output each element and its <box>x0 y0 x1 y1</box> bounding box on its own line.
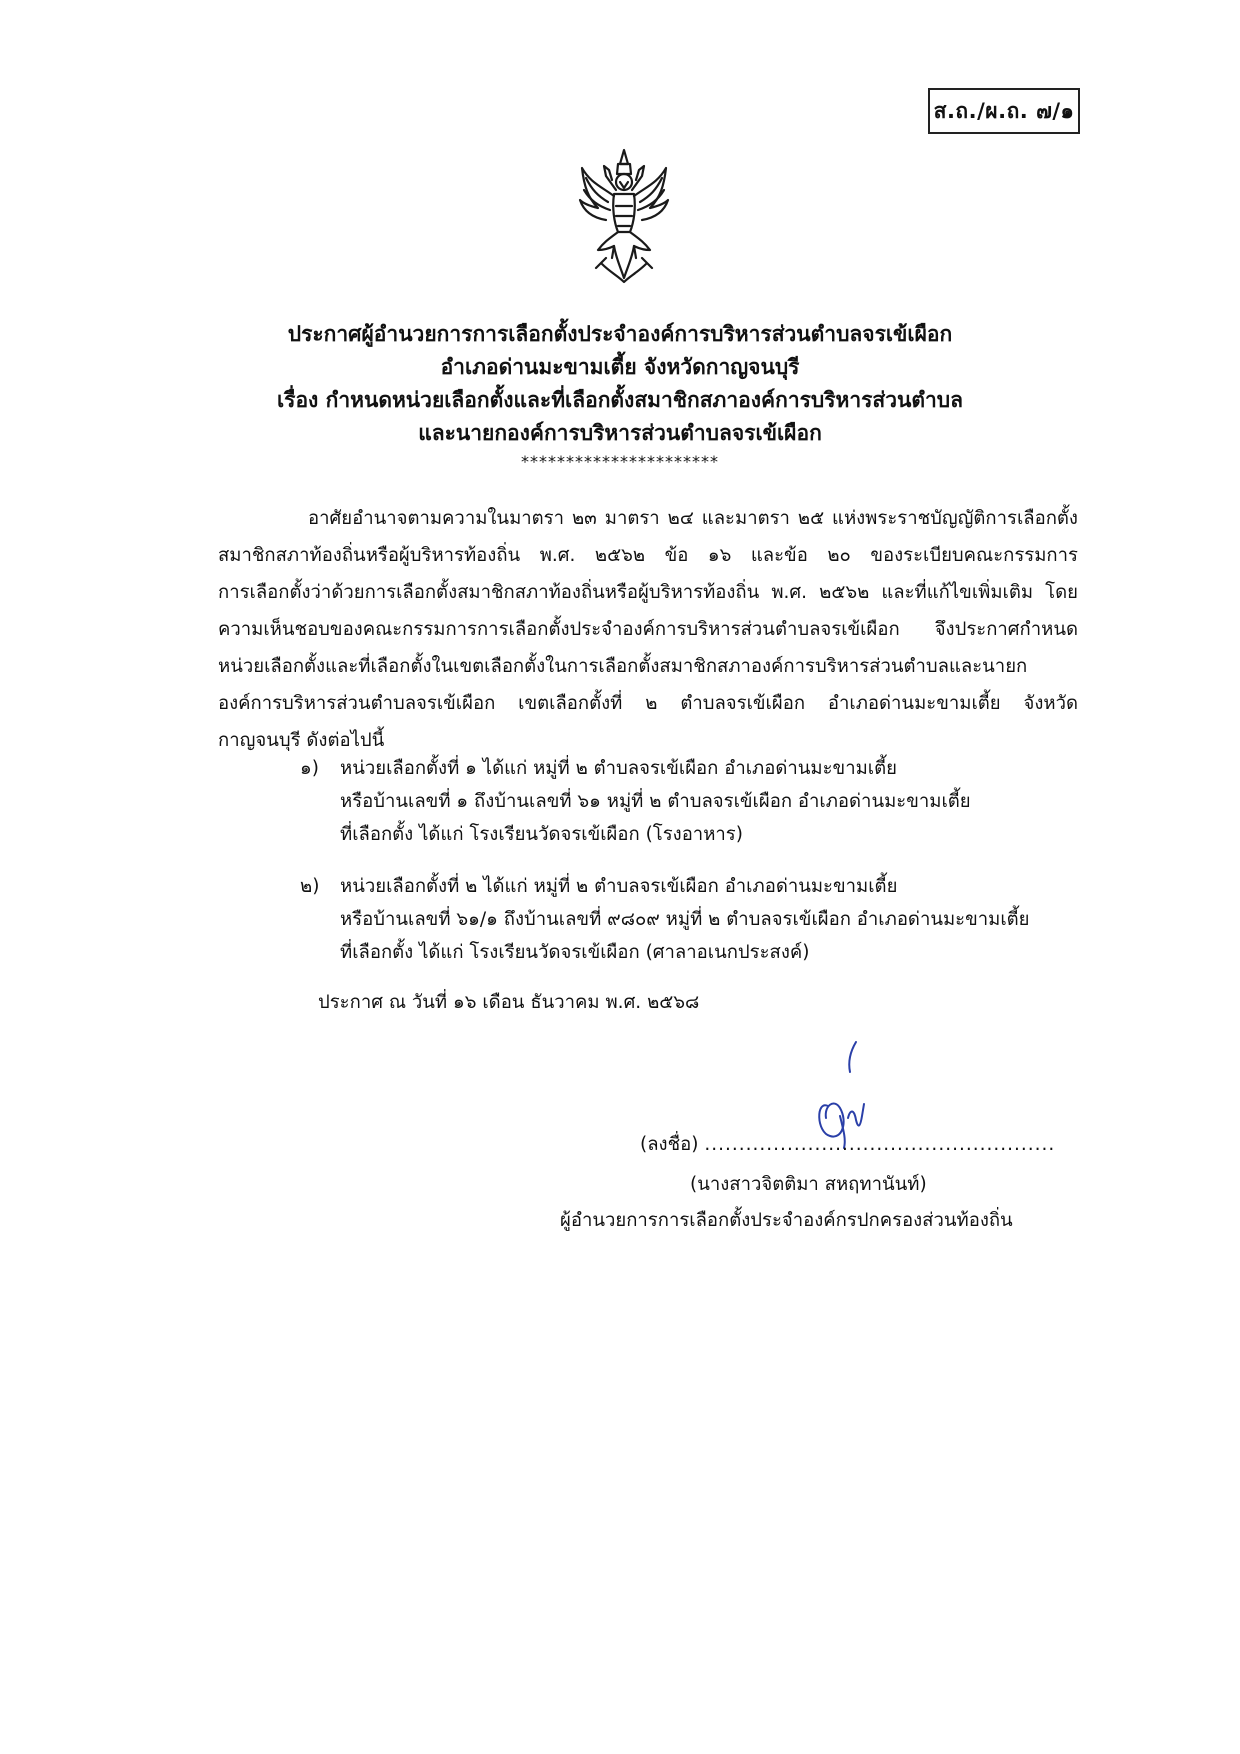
body-line-1: อาศัยอำนาจตามความในมาตรา ๒๓ มาตรา ๒๔ และมาตรา ๒๕ แห่งพระราชบัญญัติการเลือกตั้ง <box>308 508 1078 529</box>
item-1-line-3: ที่เลือกตั้ง ได้แก่ โรงเรียนวัดจรเข้เผือก (โรงอาหาร) <box>340 824 743 845</box>
body-paragraph <box>218 500 1078 759</box>
signature-label: (ลงชื่อ) <box>640 1134 699 1155</box>
signer-name: (นางสาวจิตติมา สหฤทานันท์) <box>690 1174 927 1195</box>
item-number: ๒) <box>300 876 320 897</box>
signature-dots: ................................................... <box>704 1134 1056 1155</box>
signature-line <box>640 1128 1055 1161</box>
title-separator: ********************** <box>521 452 719 471</box>
body-line-2: สมาชิกสภาท้องถิ่นหรือผู้บริหารท้องถิ่น พ.ศ. ๒๕๖๒ ข้อ ๑๖ และข้อ ๒๐ ของระเบียบคณะกรรมการ <box>218 545 1078 566</box>
item-1-line-1: หน่วยเลือกตั้งที่ ๑ ได้แก่ หมู่ที่ ๒ ตำบลจรเข้เผือก อำเภอด่านมะขามเตี้ย <box>340 758 897 779</box>
form-code: ส.ถ./ผ.ถ. ๗/๑ <box>933 98 1075 123</box>
signer-title: ผู้อำนวยการการเลือกตั้งประจำองค์กรปกครองส่วนท้องถิ่น <box>560 1210 1013 1231</box>
title-line-3: เรื่อง กำหนดหน่วยเลือกตั้งและที่เลือกตั้งสมาชิกสภาองค์การบริหารส่วนตำบล <box>276 388 964 412</box>
item-2-line-3: ที่เลือกตั้ง ได้แก่ โรงเรียนวัดจรเข้เผือก (ศาลาอเนกประสงค์) <box>340 942 810 963</box>
item-1-line-2: หรือบ้านเลขที่ ๑ ถึงบ้านเลขที่ ๖๑ หมู่ที่ ๒ ตำบลจรเข้เผือก อำเภอด่านมะขามเตี้ย <box>340 791 971 812</box>
form-code-box <box>928 88 1080 134</box>
garuda-emblem-icon <box>576 146 672 286</box>
announcement-date: ประกาศ ณ วันที่ ๑๖ เดือน ธันวาคม พ.ศ. ๒๕๖๘ <box>318 992 700 1013</box>
title-line-4: และนายกองค์การบริหารส่วนตำบลจรเข้เผือก <box>418 421 822 445</box>
body-line-4: ความเห็นชอบของคณะกรรมการการเลือกตั้งประจำองค์การบริหารส่วนตำบลจรเข้เผือก จึงประกาศกำหนด <box>218 619 1078 640</box>
item-2-line-1: หน่วยเลือกตั้งที่ ๒ ได้แก่ หมู่ที่ ๒ ตำบลจรเข้เผือก อำเภอด่านมะขามเตี้ย <box>340 876 898 897</box>
announcement-title <box>120 318 1120 472</box>
body-line-6: องค์การบริหารส่วนตำบลจรเข้เผือก เขตเลือกตั้งที่ ๒ ตำบลจรเข้เผือก อำเภอด่านมะขามเตี้ย จังหวัด <box>218 693 1078 714</box>
item-number: ๑) <box>300 758 319 779</box>
title-line-1: ประกาศผู้อำนวยการการเลือกตั้งประจำองค์การบริหารส่วนตำบลจรเข้เผือก <box>287 322 953 346</box>
body-line-7: กาญจนบุรี ดังต่อไปนี้ <box>218 730 385 751</box>
body-line-5: หน่วยเลือกตั้งและที่เลือกตั้งในเขตเลือกตั้งในการเลือกตั้งสมาชิกสภาองค์การบริหารส่วนตำบลและนายก <box>218 656 1028 677</box>
title-line-2: อำเภอด่านมะขามเตี้ย จังหวัดกาญจนบุรี <box>440 355 800 379</box>
item-2-line-2: หรือบ้านเลขที่ ๖๑/๑ ถึงบ้านเลขที่ ๙๘๐๙ หมู่ที่ ๒ ตำบลจรเข้เผือก อำเภอด่านมะขามเตี้ย <box>340 909 1030 930</box>
body-line-3: การเลือกตั้งว่าด้วยการเลือกตั้งสมาชิกสภาท้องถิ่นหรือผู้บริหารท้องถิ่น พ.ศ. ๒๕๖๒ และที่แก้ไขเพิ่มเติม โดย <box>218 582 1078 603</box>
